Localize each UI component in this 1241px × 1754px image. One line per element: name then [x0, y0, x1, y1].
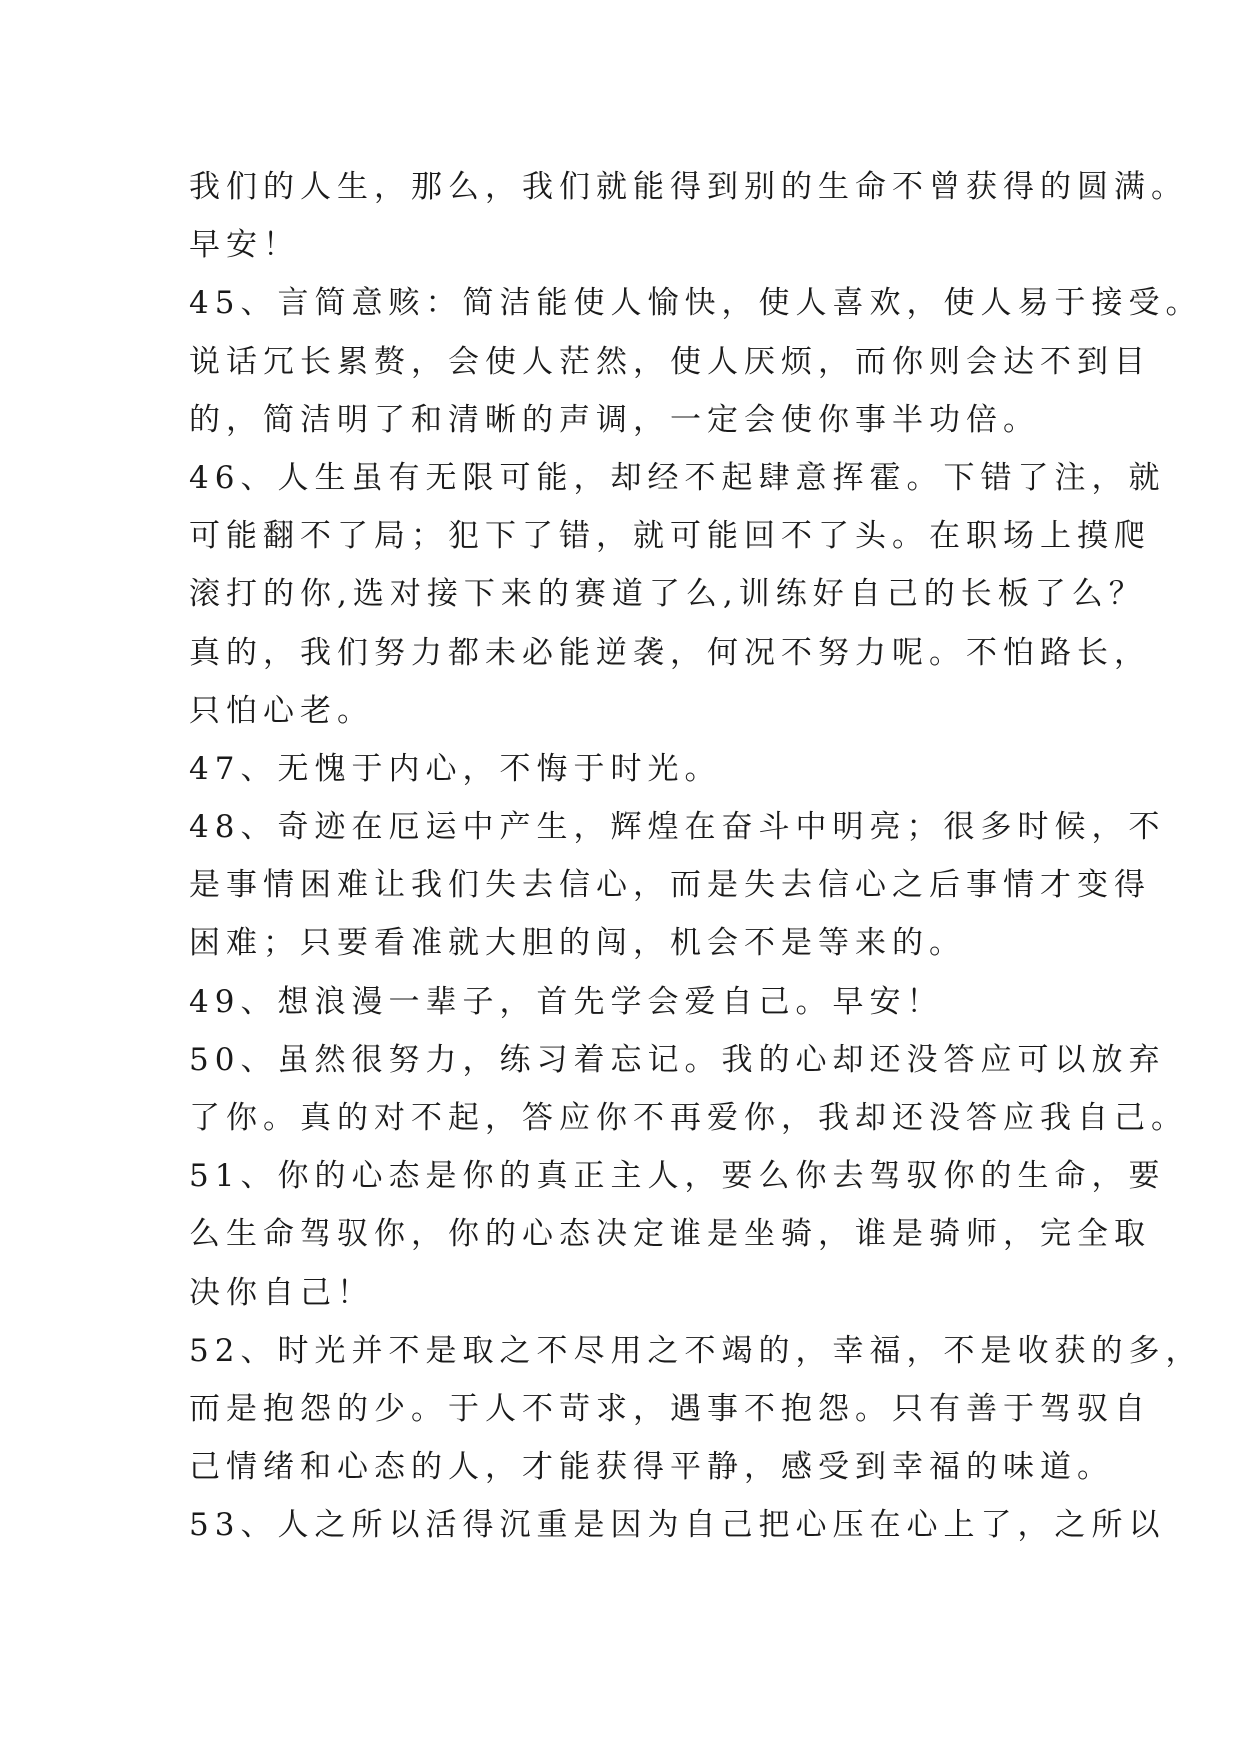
- text-line: 可能翻不了局；犯下了错，就可能回不了头。在职场上摸爬: [189, 518, 1151, 555]
- text-line: 只怕心老。: [189, 692, 374, 729]
- text-line: 己情绪和心态的人，才能获得平静，感受到幸福的味道。: [189, 1449, 1114, 1486]
- text-line: 45、言简意赅：简洁能使人愉快，使人喜欢，使人易于接受。: [189, 285, 1203, 322]
- text-line: 决你自己！: [189, 1274, 374, 1311]
- text-line: 说话冗长累赘，会使人茫然，使人厌烦，而你则会达不到目: [189, 343, 1151, 380]
- text-line: 的，简洁明了和清晰的声调，一定会使你事半功倍。: [189, 401, 1040, 438]
- text-line: 困难；只要看准就大胆的闯，机会不是等来的。: [189, 925, 966, 962]
- text-line: 我们的人生，那么，我们就能得到别的生命不曾获得的圆满。: [189, 169, 1188, 205]
- text-line: 是事情困难让我们失去信心，而是失去信心之后事情才变得: [189, 867, 1151, 904]
- text-line: 么生命驾驭你，你的心态决定谁是坐骑，谁是骑师，完全取: [189, 1216, 1151, 1253]
- text-line: 49、想浪漫一辈子，首先学会爱自己。早安！: [189, 983, 944, 1020]
- text-line: 52、时光并不是取之不尽用之不竭的，幸福，不是收获的多，: [189, 1332, 1203, 1369]
- document-body: [189, 158, 1203, 1555]
- text-line: 53、人之所以活得沉重是因为自己把心压在心上了，之所以: [189, 1507, 1166, 1544]
- text-line: 而是抱怨的少。于人不苛求，遇事不抱怨。只有善于驾驭自: [189, 1390, 1151, 1427]
- text-line: 了你。真的对不起，答应你不再爱你，我却还没答应我自己。: [189, 1100, 1188, 1136]
- text-line: 滚打的你,选对接下来的赛道了么,训练好自己的长板了么？: [189, 576, 1146, 613]
- text-line: 真的，我们努力都未必能逆袭，何况不努力呢。不怕路长，: [189, 634, 1151, 671]
- text-line: 50、虽然很努力，练习着忘记。我的心却还没答应可以放弃: [189, 1041, 1166, 1078]
- text-line: 47、无愧于内心，不悔于时光。: [189, 750, 722, 787]
- text-line: 48、奇迹在厄运中产生，辉煌在奋斗中明亮；很多时候，不: [189, 809, 1166, 846]
- text-line: 51、你的心态是你的真正主人，要么你去驾驭你的生命，要: [189, 1158, 1166, 1195]
- text-line: 46、人生虽有无限可能，却经不起肆意挥霍。下错了注，就: [189, 459, 1166, 496]
- text-line: 早安！: [189, 227, 300, 264]
